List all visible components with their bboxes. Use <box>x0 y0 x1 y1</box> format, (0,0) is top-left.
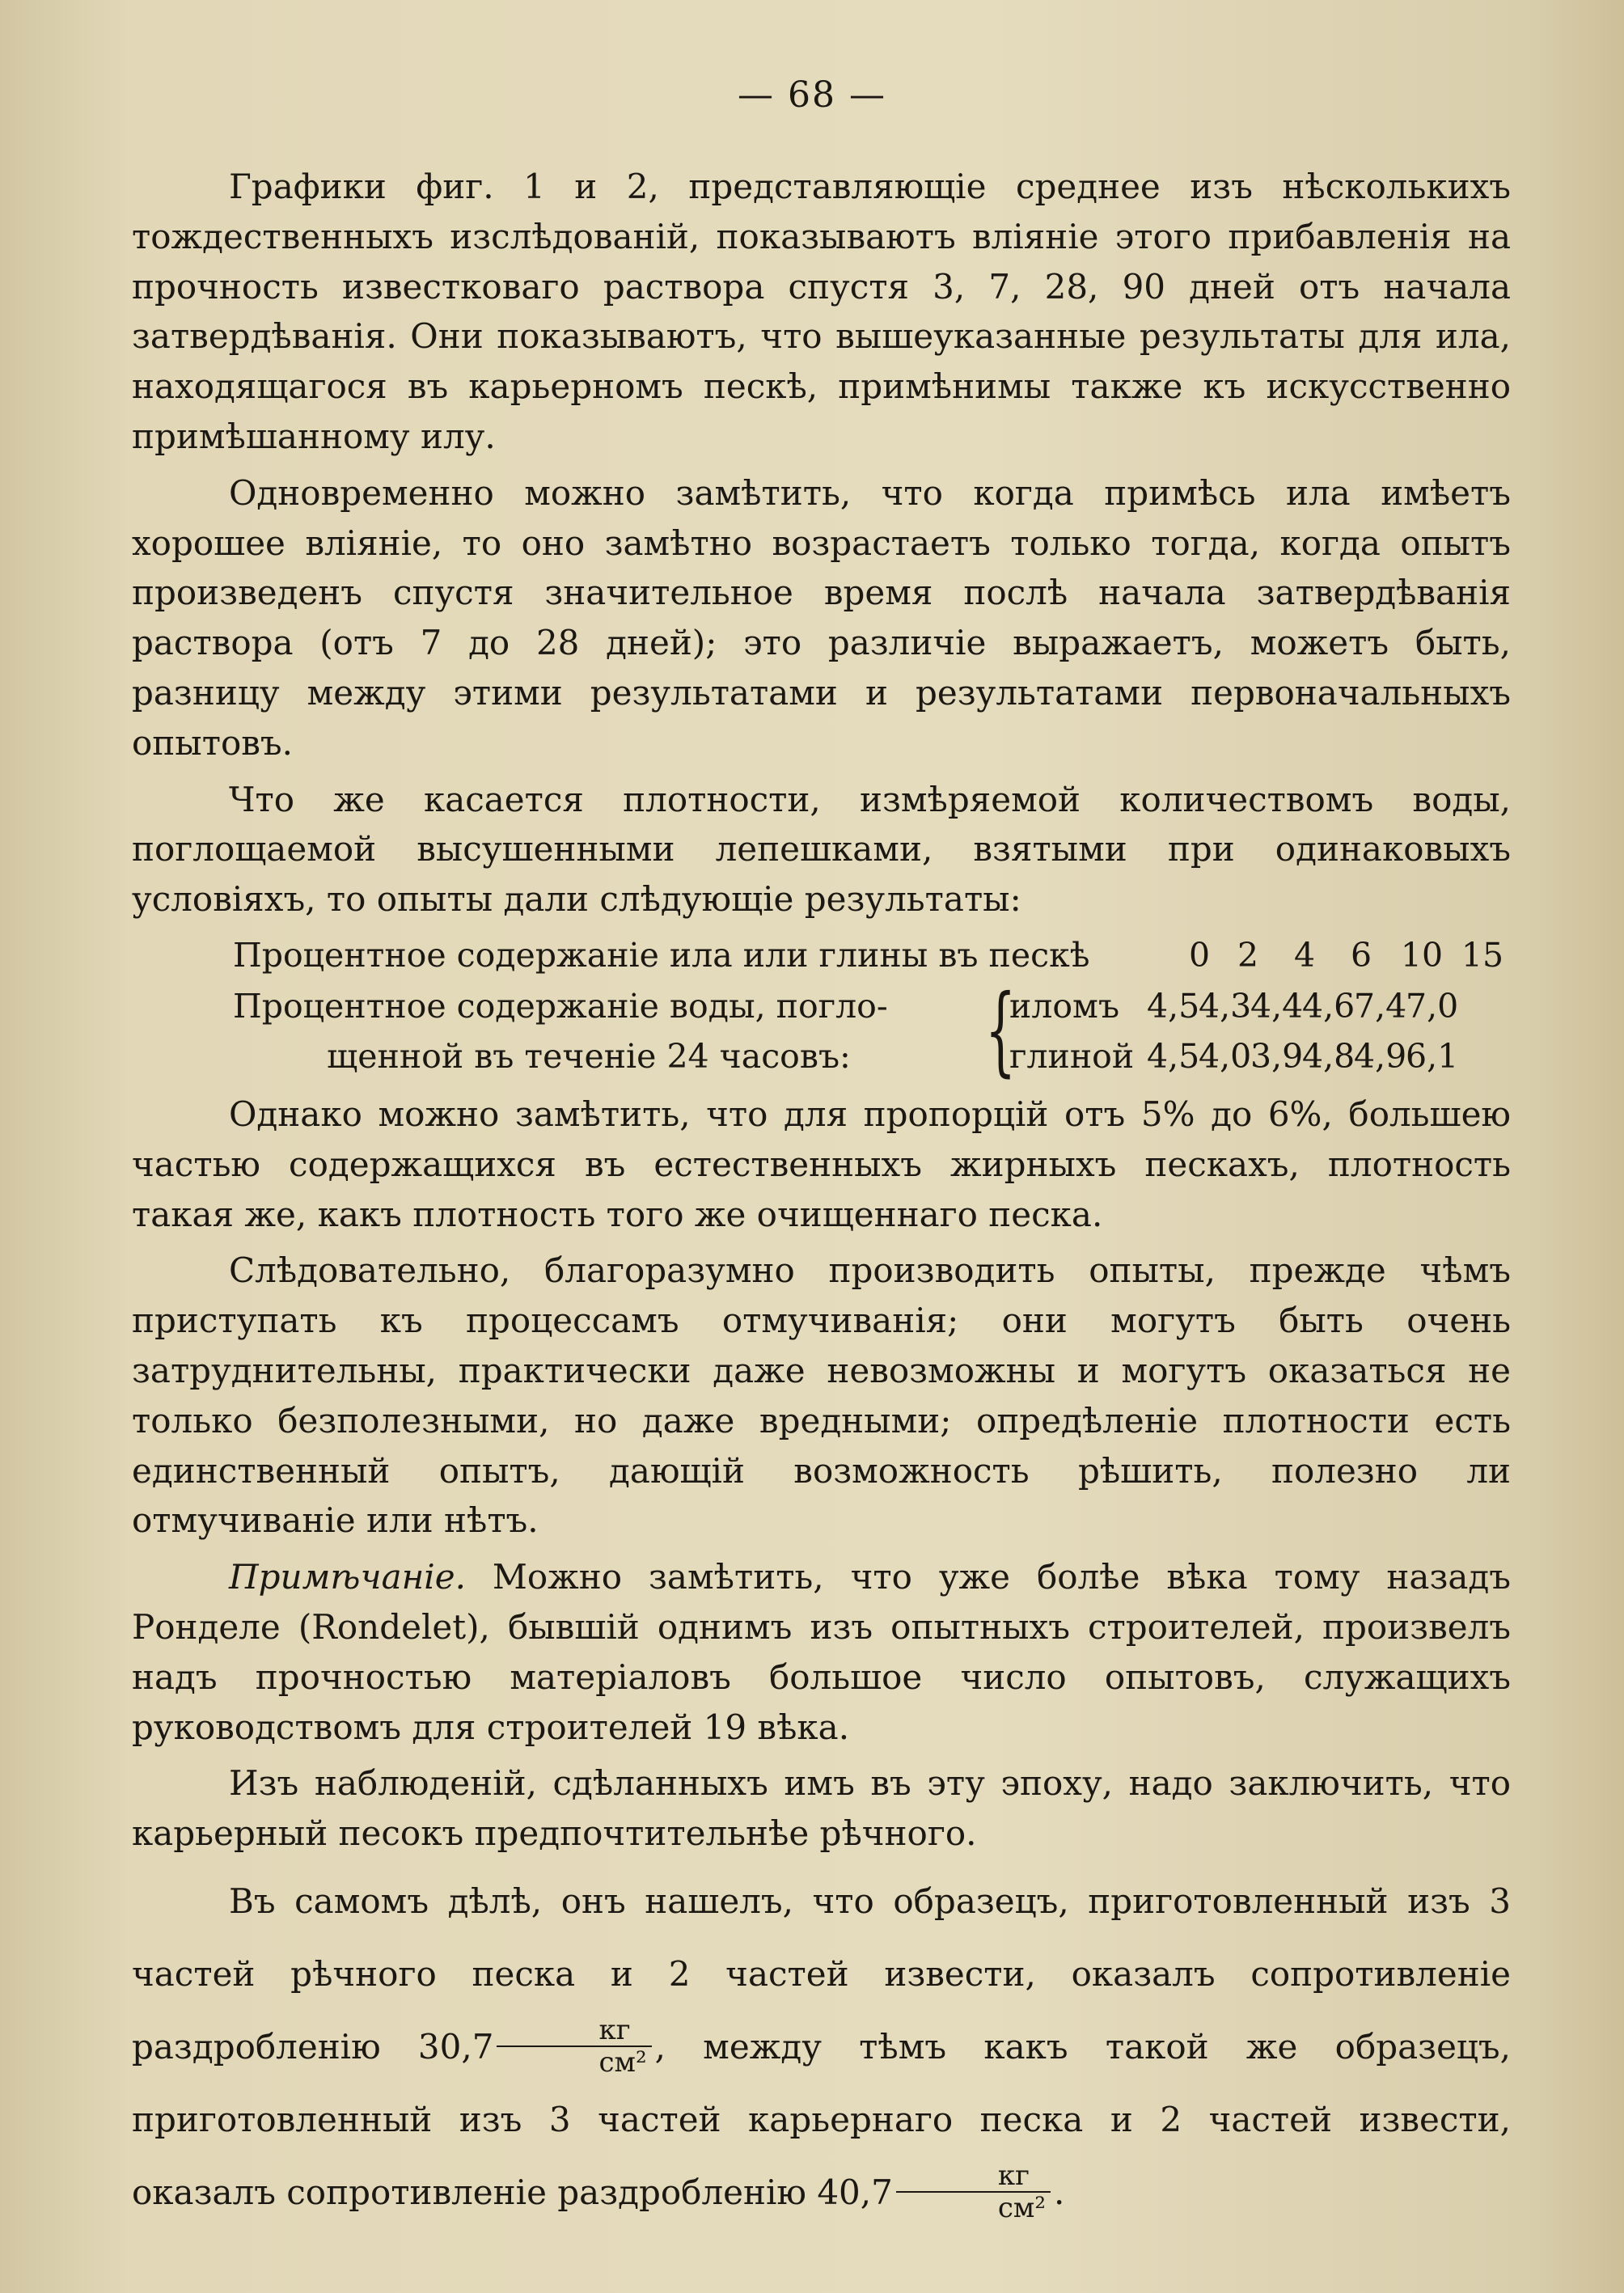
water-value: 4,3 <box>1199 986 1252 1026</box>
results-table <box>132 931 1511 1087</box>
water-row-kind: иломъ <box>1009 986 1120 1026</box>
paragraph-1: Графики фиг. 1 и 2, представляющіе среднее изъ нѣсколькихъ тождественныхъ изслѣдованій, показываютъ вліяніе этого прибавленія на прочность известковаго раствора спустя 3, 7, 28, 90 дней отъ начала затвердѣванія. Они показываютъ, что вышеуказанные результаты для ила, находящагося въ карьерномъ пескѣ, примѣнимы также къ искусственно примѣшанному илу. <box>132 167 1511 456</box>
water-value: 4,5 <box>1147 1036 1200 1076</box>
note-text: Можно замѣтить, что уже болѣе вѣка тому назадъ Ронделе (Rondelet), бывшій однимъ изъ опытныхъ строителей, произвелъ надъ прочностью матеріаловъ большое число опытовъ, служащихъ руководствомъ для строителей 19 вѣка. <box>132 1557 1511 1747</box>
table-row-content <box>233 931 1511 981</box>
paragraph-3: Что же касается плотности, измѣряемой количествомъ воды, поглощаемой высушенными лепешками, взятыми при одинаковыхъ условіяхъ, то опыты дали слѣдующіе результаты: <box>132 779 1511 920</box>
page-number: — 68 — <box>738 74 886 116</box>
water-value: 4,8 <box>1302 1036 1355 1076</box>
water-value: 4,5 <box>1147 986 1200 1026</box>
water-row <box>1009 981 1457 1031</box>
note-text-a: Въ самомъ дѣлѣ, онъ нашелъ, что образецъ, приготовленный изъ 3 частей рѣчного песка и 2 частей извести, оказалъ сопротивленіе раздробленію 30,7 <box>132 1881 1511 2067</box>
content-value: 10 <box>1400 936 1444 975</box>
unit-denominator: см² <box>598 2046 647 2079</box>
row-label-content: Процентное содержаніе ила или глины въ пескѣ <box>233 936 1090 975</box>
water-value: 4,0 <box>1199 1036 1252 1076</box>
curly-brace: { <box>985 974 1017 1087</box>
content-value: 15 <box>1461 936 1504 975</box>
water-value: 3,9 <box>1250 1036 1304 1076</box>
content-value: 4 <box>1293 936 1316 975</box>
water-value: 4,6 <box>1302 986 1355 1026</box>
paragraph-2: Одновременно можно замѣтить, что когда примѣсь ила имѣетъ хорошее вліяніе, то оно замѣтно возрастаетъ только тогда, когда опытъ произведенъ спустя значительное время послѣ начала затвердѣванія раствора (отъ 7 до 28 дней); это различіе выражаетъ, можетъ быть, разницу между этими результатами и результатами первоначальныхъ опытовъ. <box>132 472 1511 763</box>
content-value: 0 <box>1188 936 1211 975</box>
water-value: 4,4 <box>1250 986 1304 1026</box>
note-title: Примѣчаніе. <box>229 1557 466 1597</box>
paragraph-5: Слѣдовательно, благоразумно производить опыты, прежде чѣмъ приступать къ процессамъ отмучиванія; они могутъ быть очень затруднительны, практически даже невозможны и могутъ оказаться не только безполезными, но даже вредными; опредѣленіе плотности есть единственный опытъ, дающій возможность рѣшить, полезно ли отмучиваніе или нѣтъ. <box>132 1250 1511 1541</box>
water-value: 7,0 <box>1406 986 1459 1026</box>
content-value: 2 <box>1237 936 1259 975</box>
note-paragraph-3 <box>132 1865 1511 2229</box>
water-row-kind: глиной <box>1009 1036 1135 1076</box>
water-row <box>1009 1031 1457 1081</box>
water-values <box>1009 981 1457 1081</box>
water-value: 6,1 <box>1406 1036 1459 1076</box>
row-label-water-line2: щенной въ теченіе 24 часовъ: <box>327 1036 851 1076</box>
unit-denominator: см² <box>997 2191 1046 2224</box>
note-text-c: . <box>1053 2172 1065 2212</box>
table-row-water <box>233 974 1511 1087</box>
water-value: 4,9 <box>1354 1036 1407 1076</box>
paragraph-4: Однако можно замѣтить, что для пропорцій отъ 5% до 6%, большею частью содержащихся въ естественныхъ жирныхъ пескахъ, плотность такая же, какъ плотность того же очищеннаго песка. <box>132 1094 1511 1234</box>
water-value: 7,4 <box>1354 986 1407 1026</box>
unit-fraction-1 <box>497 2015 651 2078</box>
note-text-b: , между тѣмъ какъ такой же образецъ, приготовленный изъ 3 частей карьернаго песка и 2 частей извести, оказалъ сопротивленіе раздробленію 40,7 <box>132 2026 1512 2212</box>
unit-numerator: кг <box>896 2160 1051 2193</box>
unit-fraction-2 <box>896 2160 1051 2223</box>
note-paragraph <box>132 1552 1511 1752</box>
content-value: 6 <box>1350 936 1372 975</box>
row-values-content <box>1179 931 1511 981</box>
row-label-water-line1: Процентное содержаніе воды, погло- <box>233 986 888 1026</box>
row-label-water <box>233 981 977 1081</box>
unit-numerator: кг <box>497 2015 651 2047</box>
page-body <box>132 162 1511 2236</box>
note-paragraph-2: Изъ наблюденій, сдѣланныхъ имъ въ эту эпоху, надо заключить, что карьерный песокъ предпочтительнѣе рѣчного. <box>132 1763 1511 1854</box>
